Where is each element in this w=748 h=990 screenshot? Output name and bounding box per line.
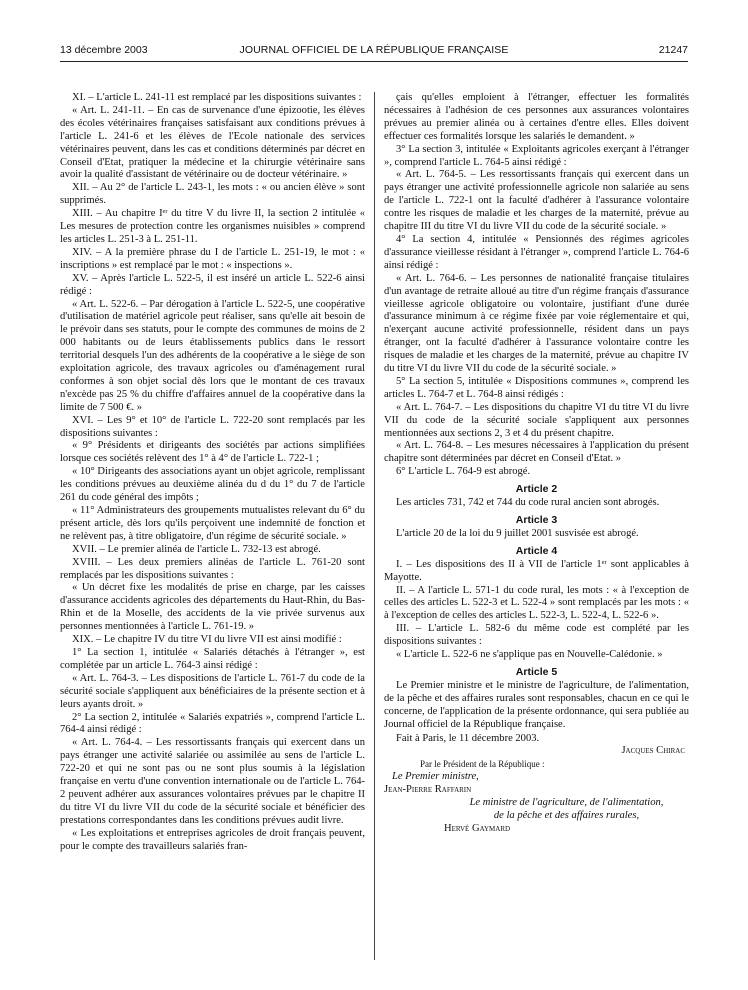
president-signature: Jacques Chirac bbox=[621, 745, 685, 757]
prime-minister-name: Jean-Pierre Raffarin bbox=[384, 784, 472, 796]
article-4-paragraph: III. – L'article L. 582-6 du même code est complété par les dispositions suivantes : bbox=[384, 623, 689, 648]
page-number: 21247 bbox=[658, 44, 688, 56]
prime-minister-title: Le Premier ministre, bbox=[392, 771, 479, 783]
minister-title-line-2: de la pêche et des affaires rurales, bbox=[493, 809, 640, 821]
right-column bbox=[384, 92, 689, 836]
article-5-heading: Article 5 bbox=[515, 665, 558, 678]
header-date: 13 décembre 2003 bbox=[60, 44, 148, 56]
left-column bbox=[60, 92, 365, 853]
paragraph: « Art. L. 764-6. – Les personnes de nationalité française titulaires d'un avantage de retraite alloué au titre d'un régime français d'assurance vieillesse agricole obligatoire ou volontaire, justifiant d'une durée d'assurance minimum à ce régime fixée par voie réglementaire et qui, n'exerçant aucune activité professionnelle, résident dans un pays étranger, ont la faculté d'adhérer à l'assurance volontaire contre les risques de maladie et les charges de la maternité, prévue au chapitre IV du titre VI du livre VII du code de la sécurité sociale. » bbox=[384, 272, 689, 375]
column-divider bbox=[374, 92, 375, 960]
paragraph: XVI. – Les 9° et 10° de l'article L. 722-20 sont remplacés par les dispositions suivantes : bbox=[60, 414, 365, 439]
paragraph: 5° La section 5, intitulée « Dispositions communes », comprend les articles L. 764-7 et L. 764-8 ainsi rédigés : bbox=[384, 375, 689, 400]
paragraph: XIV. – A la première phrase du I de l'article L. 251-19, le mot : « inscriptions » est remplacé par le mot : « inspections ». bbox=[60, 246, 365, 271]
paragraph: 6° L'article L. 764-9 est abrogé. bbox=[396, 466, 531, 478]
paragraph: XV. – Après l'article L. 522-5, il est inséré un article L. 522-6 ainsi rédigé : bbox=[60, 272, 365, 297]
paragraph: XVII. – Le premier alinéa de l'article L. 732-13 est abrogé. bbox=[72, 543, 321, 555]
paragraph: « Art. L. 522-6. – Par dérogation à l'article L. 522-5, une coopérative d'utilisation de matériel agricole peut réaliser, sans qu'elle ait besoin de le prévoir dans ses statuts, pour le compte des communes de moins de 2 000 habitants ou de leurs établissements publics dans le ressort territorial desquels l'un des adhérents de la coopérative a le siège de son exploitation agricole, des travaux agricoles ou d'aménagement rural conformes à son objet social dès lors que le montant de ces travaux n'excède pas 25 % du chiffre d'affaires annuel de la coopérative dans la limite de 7 500 €. » bbox=[60, 298, 365, 413]
place-date: Fait à Paris, le 11 décembre 2003. bbox=[396, 732, 540, 744]
countersign-line: Par le Président de la République : bbox=[420, 759, 545, 770]
article-4-paragraph: « L'article L. 522-6 ne s'applique pas en Nouvelle-Calédonie. » bbox=[396, 649, 663, 661]
article-4-heading: Article 4 bbox=[515, 544, 558, 557]
paragraph: « Un décret fixe les modalités de prise en charge, par les caisses d'assurance accidents agricoles des départements du Haut-Rhin, du Bas-Rhin et de la Moselle, des accidents de la vie privée survenus aux personnes mentionnées à l'article L. 761-19. » bbox=[60, 582, 365, 633]
paragraph: « Art. L. 764-7. – Les dispositions du chapitre VI du titre VI du livre VII du code de la sécurité sociale s'appliquent aux personnes mentionnées aux sections 2, 3 et 4 du présent chapitre. bbox=[384, 401, 689, 439]
paragraph: « Les exploitations et entreprises agricoles de droit français peuvent, pour le compte des travailleurs salariés fran- bbox=[60, 827, 365, 852]
paragraph: çais qu'elles emploient à l'étranger, effectuer les formalités nécessaires à l'adhésion de ces personnes aux assurances volontaires prévues au premier alinéa ou à certaines d'entre elles. Elles doivent effectuer ces formalités lorsque les salariés le demandent. » bbox=[384, 92, 689, 142]
article-4-paragraph: II. – A l'article L. 571-1 du code rural, les mots : « à l'exception de celles des articles L. 522-3 et L. 522-4 » sont remplacés par les mots : « à l'exception de celles des articles L. 522-3, L. 522-4, L. 522-6 ». bbox=[384, 584, 689, 622]
paragraph: « Art. L. 764-3. – Les dispositions de l'article L. 761-7 du code de la sécurité sociale s'appliquent aux bénéficiaires de la présente section et à leurs ayants droit. » bbox=[60, 672, 365, 710]
page-header bbox=[60, 44, 688, 60]
article-3-text: L'article 20 de la loi du 9 juillet 2001 susvisée est abrogé. bbox=[396, 527, 639, 539]
article-5-text: Le Premier ministre et le ministre de l'agriculture, de l'alimentation, de la pêche et des affaires rurales sont responsables, chacun en ce qui le concerne, de l'application de la présente ordonnance, qui sera publiée au Journal officiel de la République française. bbox=[384, 679, 689, 730]
paragraph: XII. – Au 2° de l'article L. 243-1, les mots : « ou ancien élève » sont supprimés. bbox=[60, 182, 365, 207]
article-2-text: Les articles 731, 742 et 744 du code rural ancien sont abrogés. bbox=[396, 497, 660, 509]
journal-title: JOURNAL OFFICIEL DE LA RÉPUBLIQUE FRANÇAISE bbox=[239, 44, 509, 56]
article-3-heading: Article 3 bbox=[515, 514, 558, 526]
minister-name: Hervé Gaymard bbox=[444, 822, 511, 834]
paragraph: « 10° Dirigeants des associations ayant un objet agricole, remplissant les conditions prévues au deuxième alinéa du d du 1° du 7 de l'article 261 du code général des impôts ; bbox=[60, 466, 365, 504]
article-4-paragraph: I. – Les dispositions des II à VII de l'article 1ᵉʳ sont applicables à Mayotte. bbox=[384, 558, 689, 583]
paragraph: 4° La section 4, intitulée « Pensionnés des régimes agricoles d'assurance vieillesse résidant à l'étranger », comprend l'article L. 764-6 ainsi rédigé : bbox=[384, 233, 689, 271]
minister-title-line-1: Le ministre de l'agriculture, de l'alimentation, bbox=[469, 797, 664, 809]
paragraph: « Art. L. 764-8. – Les mesures nécessaires à l'application du présent chapitre sont déterminées par décret en Conseil d'Etat. » bbox=[384, 440, 689, 465]
paragraph: XI. – L'article L. 241-11 est remplacé par les dispositions suivantes : bbox=[72, 92, 362, 103]
paragraph: XIX. – Le chapitre IV du titre VI du livre VII est ainsi modifié : bbox=[72, 634, 342, 646]
paragraph: 1° La section 1, intitulée « Salariés détachés à l'étranger », est complétée par un article L. 764-3 ainsi rédigé : bbox=[60, 646, 365, 671]
paragraph: « 11° Administrateurs des groupements mutualistes relevant du 6° du présent article, dès lors qu'ils perçoivent une indemnité de fonction et ne relèvent pas, à titre obligatoire, d'un régime de sécurité sociale. » bbox=[60, 505, 365, 542]
paragraph: « Art. L. 241-11. – En cas de survenance d'une épizootie, les élèves des écoles vétérinaires françaises satisfaisant aux conditions prévues à l'article L. 241-6 et les élèves de l'Ecole nationale des services vétérinaires peuvent, dans les cas et conditions déterminés par décret en Conseil d'Etat, pratiquer la médecine et la chirurgie vétérinaire sans avoir la qualité d'assistant de vétérinaire ou de docteur vétérinaire. » bbox=[60, 104, 365, 181]
paragraph: 2° La section 2, intitulée « Salariés expatriés », comprend l'article L. 764-4 ainsi rédigé : bbox=[60, 711, 365, 736]
paragraph: XIII. – Au chapitre Iᵉʳ du titre V du livre II, la section 2 intitulée « Les mesures de protection contre les organismes nuisibles » comprend les articles L. 251-3 à L. 251-11. bbox=[60, 208, 365, 245]
paragraph: XVIII. – Les deux premiers alinéas de l'article L. 761-20 sont remplacés par les dispositions suivantes : bbox=[60, 556, 365, 581]
header-rule bbox=[60, 61, 688, 62]
paragraph: « Art. L. 764-4. – Les ressortissants français qui exercent dans un pays étranger une activité salariée ou assimilée au sens de l'article L. 722-20 et qui ne sont pas ou ne sont plus soumis à la législation française en vertu d'une convention internationale ou de l'article L. 764-2 peuvent adhérer aux assurances volontaires prévues par le chapitre II du titre VI du livre VII du code de la sécurité sociale et bénéficier des prestations correspondantes dans les conditions prévues audit livre. bbox=[60, 737, 365, 826]
article-2-heading: Article 2 bbox=[515, 483, 558, 496]
paragraph: « 9° Présidents et dirigeants des sociétés par actions simplifiées lorsque ces sociétés relèvent des 1° à 4° de l'article L. 722-1 ; bbox=[60, 440, 365, 465]
paragraph: « Art. L. 764-5. – Les ressortissants français qui exercent dans un pays étranger une activité professionnelle agricole non salariée au sens de l'article L. 722-1 ont la faculté d'adhérer à l'assurance volontaire contre les risques de maladie et les charges de la maternité, prévue au chapitre III du titre VI du livre VII du code de la sécurité sociale. » bbox=[384, 169, 689, 233]
paragraph: 3° La section 3, intitulée « Exploitants agricoles exerçant à l'étranger », comprend l'article L. 764-5 ainsi rédigé : bbox=[384, 143, 689, 168]
